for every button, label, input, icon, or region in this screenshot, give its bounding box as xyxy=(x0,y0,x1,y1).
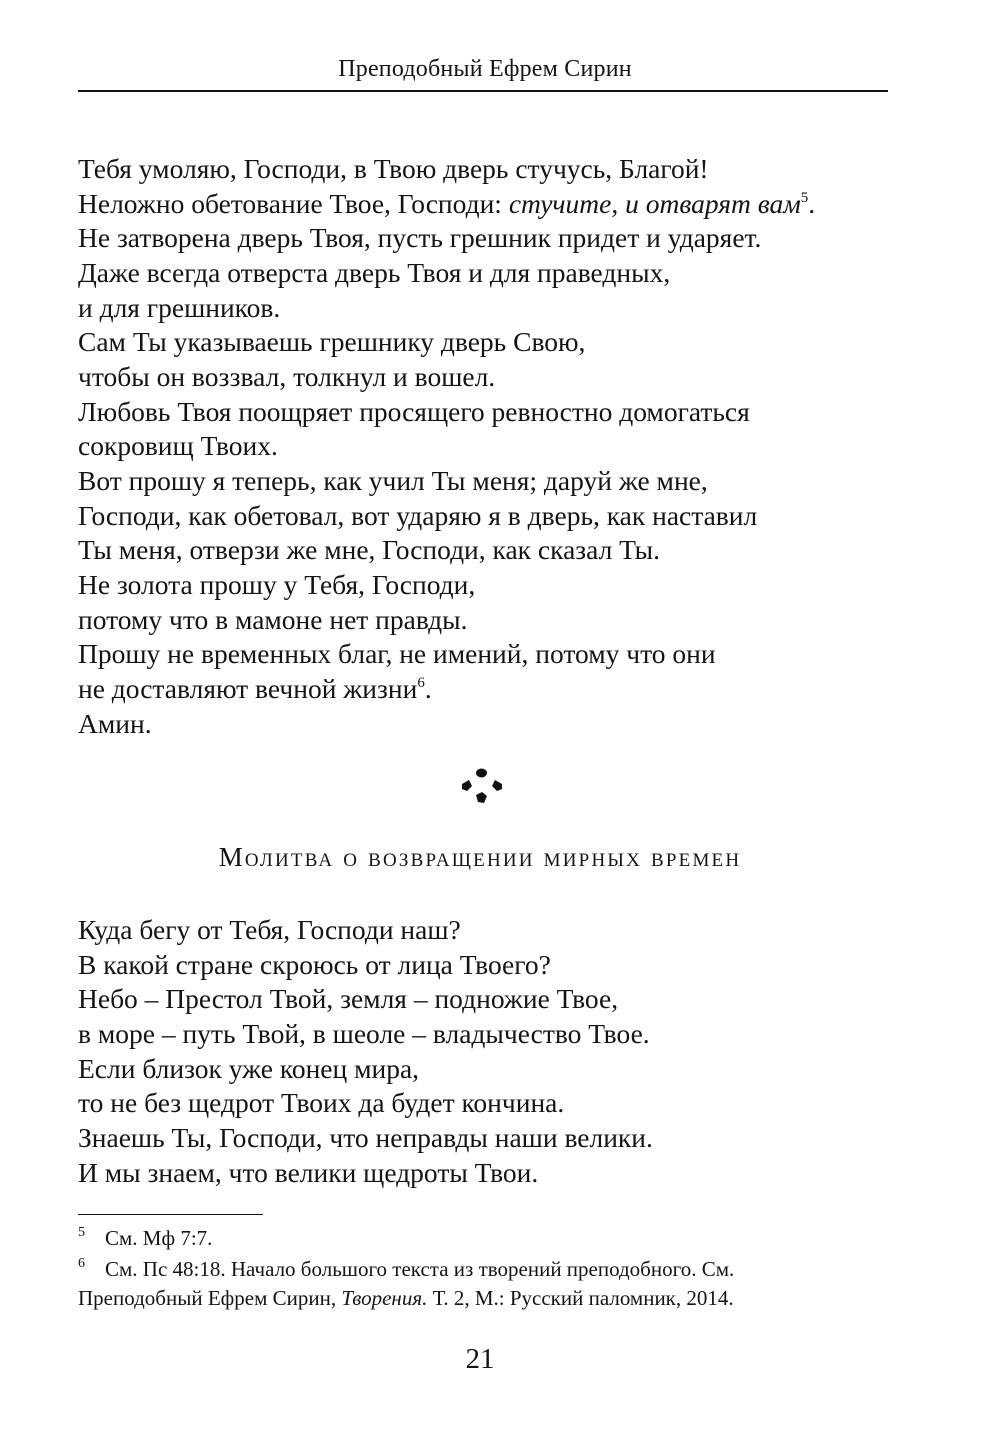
prayer-2-line: Знаешь Ты, Господи, что неправды наши велики. xyxy=(78,1121,653,1153)
prayer-1-line: Прошу не временных благ, не имений, потому что они xyxy=(78,638,716,670)
prayer-1-line: потому что в мамоне нет правды. xyxy=(78,603,468,635)
footnote-text-line: См. Пс 48:18. Начало большого текста из творений преподобного. См. xyxy=(105,1257,735,1281)
prayer-1-line xyxy=(78,187,908,222)
footnote-number: 6 xyxy=(78,1256,85,1271)
period: . xyxy=(424,672,432,704)
footnote-author: Преподобный Ефрем Сирин, xyxy=(78,1286,342,1310)
prayer-1-line: Вот прошу я теперь, как учил Ты меня; даруй же мне, xyxy=(78,464,708,496)
header-rule xyxy=(78,90,888,92)
footnote-rule xyxy=(78,1214,263,1215)
footnote-text-line xyxy=(78,1284,908,1313)
prayer-1-line: Тебя умоляю, Господи, в Твою дверь стучусь, Благой! xyxy=(78,153,709,184)
prayer-1-line-text: не доставляют вечной жизни xyxy=(78,672,418,704)
footnote-text: См. Мф 7:7. xyxy=(105,1226,213,1250)
footnote-number: 5 xyxy=(78,1225,85,1240)
prayer-2-line: И мы знаем, что велики щедроты Твои. xyxy=(78,1156,539,1188)
prayer-1-line-text: Неложно обетование Твое, Господи: xyxy=(78,187,509,219)
prayer-1-line: Ты меня, отверзи же мне, Господи, как сказал Ты. xyxy=(78,534,660,566)
footnote-5 xyxy=(78,1224,908,1253)
period: . xyxy=(808,187,816,219)
prayer-1-line: Не затворена дверь Твоя, пусть грешник придет и ударяет. xyxy=(78,222,762,254)
prayer-1-line: сокровищ Твоих. xyxy=(78,430,278,462)
footnote-work-title: Творения. xyxy=(341,1286,428,1310)
section-title: Молитва о возвращении мирных времен xyxy=(218,842,742,872)
prayer-2-line: в море – путь Твой, в шеоле – владычество Твое. xyxy=(78,1017,650,1049)
prayer-1-line: и для грешников. xyxy=(78,291,281,323)
footnote-ref-5[interactable]: 5 xyxy=(800,189,809,206)
prayer-1-line: Господи, как обетовал, вот ударяю я в дверь, как наставил xyxy=(78,499,758,531)
prayer-1-line: Любовь Твоя поощряет просящего ревностно домогаться xyxy=(78,395,750,427)
prayer-2-line: то не без щедрот Твоих да будет кончина. xyxy=(78,1087,565,1119)
prayer-2 xyxy=(78,913,908,1190)
prayer-1-line: чтобы он воззвал, толкнул и вошел. xyxy=(78,360,496,392)
prayer-1-line: Даже всегда отверста дверь Твоя и для праведных, xyxy=(78,256,671,288)
prayer-2-line: Небо – Престол Твой, земля – подножие Твое, xyxy=(78,983,619,1015)
prayer-2-line: В какой стране скроюсь от лица Твоего? xyxy=(78,948,551,980)
prayer-1 xyxy=(78,152,908,741)
fleuron-ornament-icon xyxy=(459,766,505,806)
prayer-2-line: Если близок уже конец мира, xyxy=(78,1052,420,1084)
footnote-6 xyxy=(78,1255,908,1313)
scripture-quote: стучите, и отварят вам xyxy=(508,187,801,219)
page-number: 21 xyxy=(465,1343,495,1375)
running-head: Преподобный Ефрем Сирин xyxy=(338,56,632,82)
prayer-1-line: Не золота прошу у Тебя, Господи, xyxy=(78,568,476,600)
footnote-publication: Т. 2, М.: Русский паломник, 2014. xyxy=(427,1286,734,1310)
footnote-ref-6[interactable]: 6 xyxy=(417,674,425,691)
prayer-1-line: Амин. xyxy=(78,707,152,739)
prayer-1-line xyxy=(78,672,908,707)
prayer-2-line: Куда бегу от Тебя, Господи наш? xyxy=(78,914,461,945)
prayer-1-line: Сам Ты указываешь грешнику дверь Свою, xyxy=(78,326,586,358)
